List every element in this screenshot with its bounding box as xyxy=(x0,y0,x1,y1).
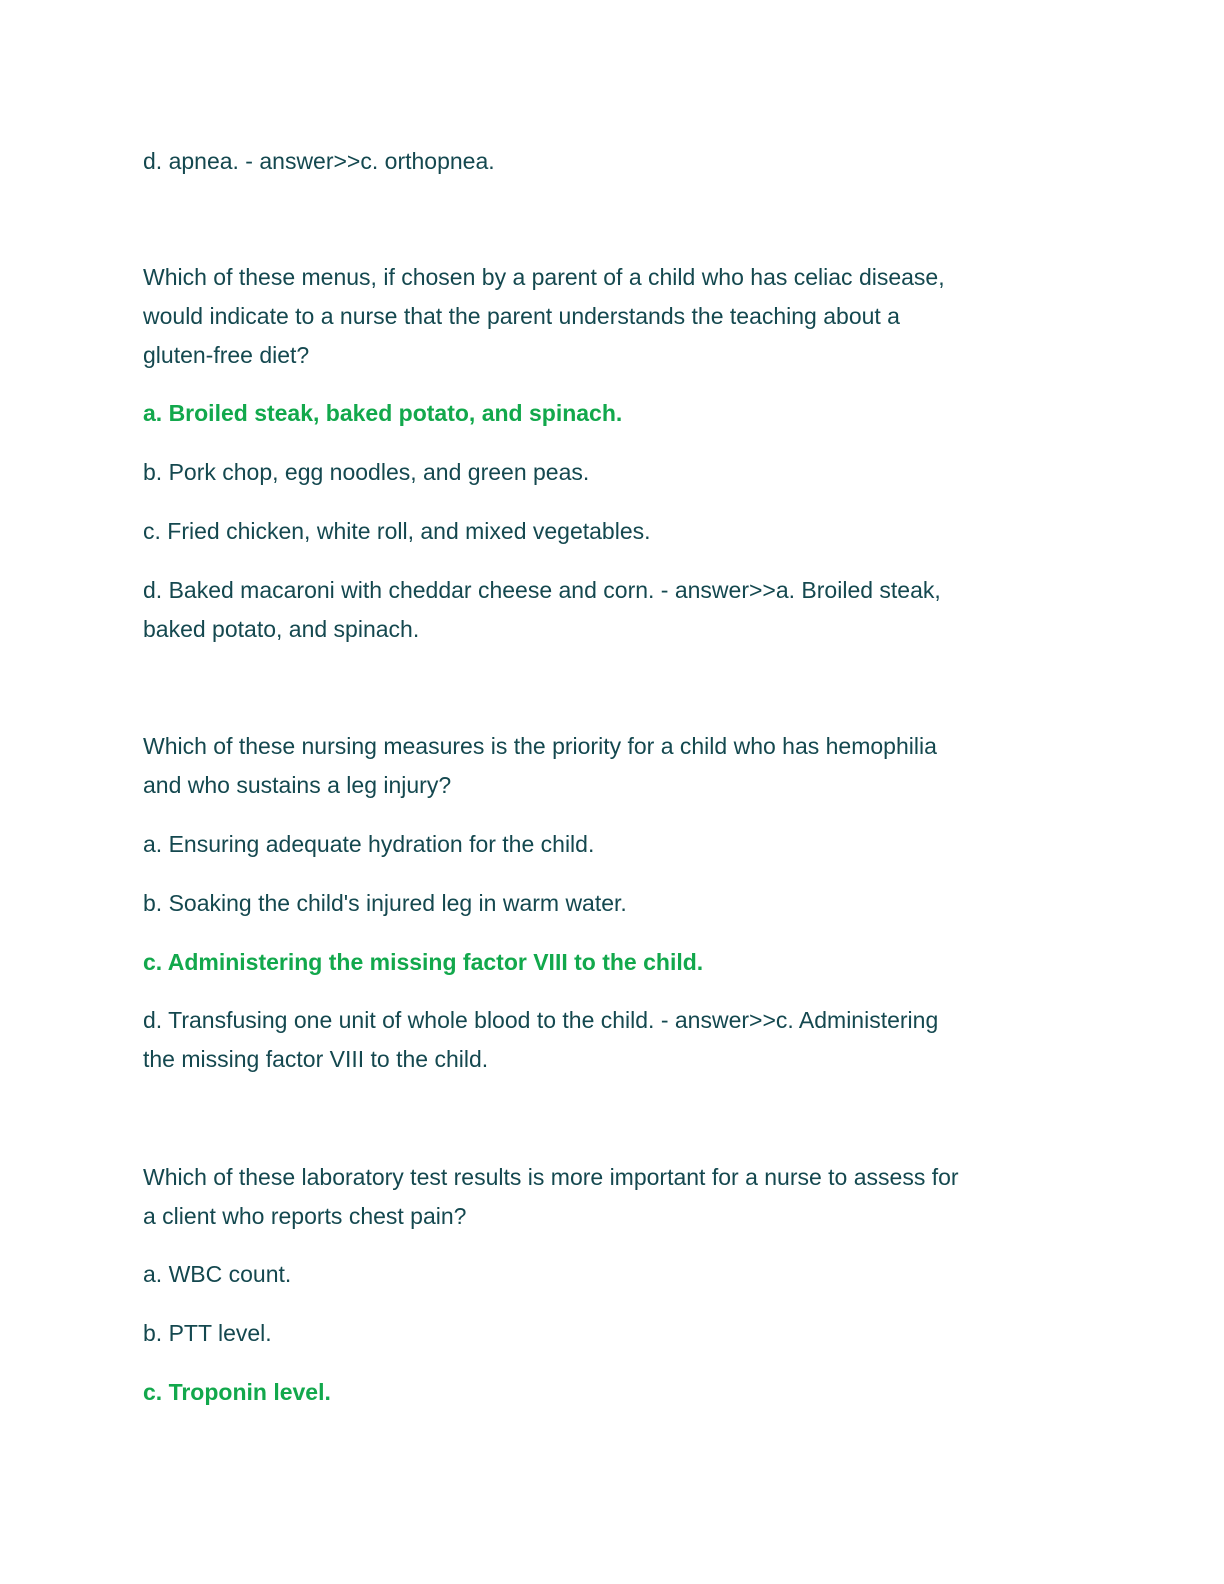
answer-option-with-key: the missing factor VIII to the child. xyxy=(143,1046,489,1072)
answer-option: b. PTT level. xyxy=(143,1320,272,1346)
answer-option-correct: c. Troponin level. xyxy=(143,1379,331,1405)
question-stem-line: and who sustains a leg injury? xyxy=(143,772,452,798)
question-stem-line: Which of these laboratory test results is more important for a nurse to assess for xyxy=(143,1164,959,1190)
question-stem-line: Which of these nursing measures is the priority for a child who has hemophilia xyxy=(143,733,937,759)
question-stem-line: gluten-free diet? xyxy=(143,342,310,368)
question-stem-line: a client who reports chest pain? xyxy=(143,1203,467,1229)
answer-option-correct: a. Broiled steak, baked potato, and spinach. xyxy=(143,400,623,426)
answer-option: a. Ensuring adequate hydration for the child. xyxy=(143,831,595,857)
answer-option-with-key: d. Baked macaroni with cheddar cheese and corn. - answer>>a. Broiled steak, xyxy=(143,577,941,603)
answer-option-with-key: baked potato, and spinach. xyxy=(143,616,420,642)
answer-option-with-key: d. Transfusing one unit of whole blood to the child. - answer>>c. Administering xyxy=(143,1007,939,1033)
answer-option: c. Fried chicken, white roll, and mixed vegetables. xyxy=(143,518,651,544)
prev-question-option-d: d. apnea. - answer>>c. orthopnea. xyxy=(143,148,495,174)
question-stem-line: would indicate to a nurse that the parent understands the teaching about a xyxy=(143,303,900,329)
answer-option: b. Soaking the child's injured leg in warm water. xyxy=(143,890,627,916)
answer-option: b. Pork chop, egg noodles, and green peas. xyxy=(143,459,590,485)
answer-option: a. WBC count. xyxy=(143,1261,292,1287)
answer-option-correct: c. Administering the missing factor VIII to the child. xyxy=(143,949,704,975)
question-stem-line: Which of these menus, if chosen by a parent of a child who has celiac disease, xyxy=(143,264,945,290)
